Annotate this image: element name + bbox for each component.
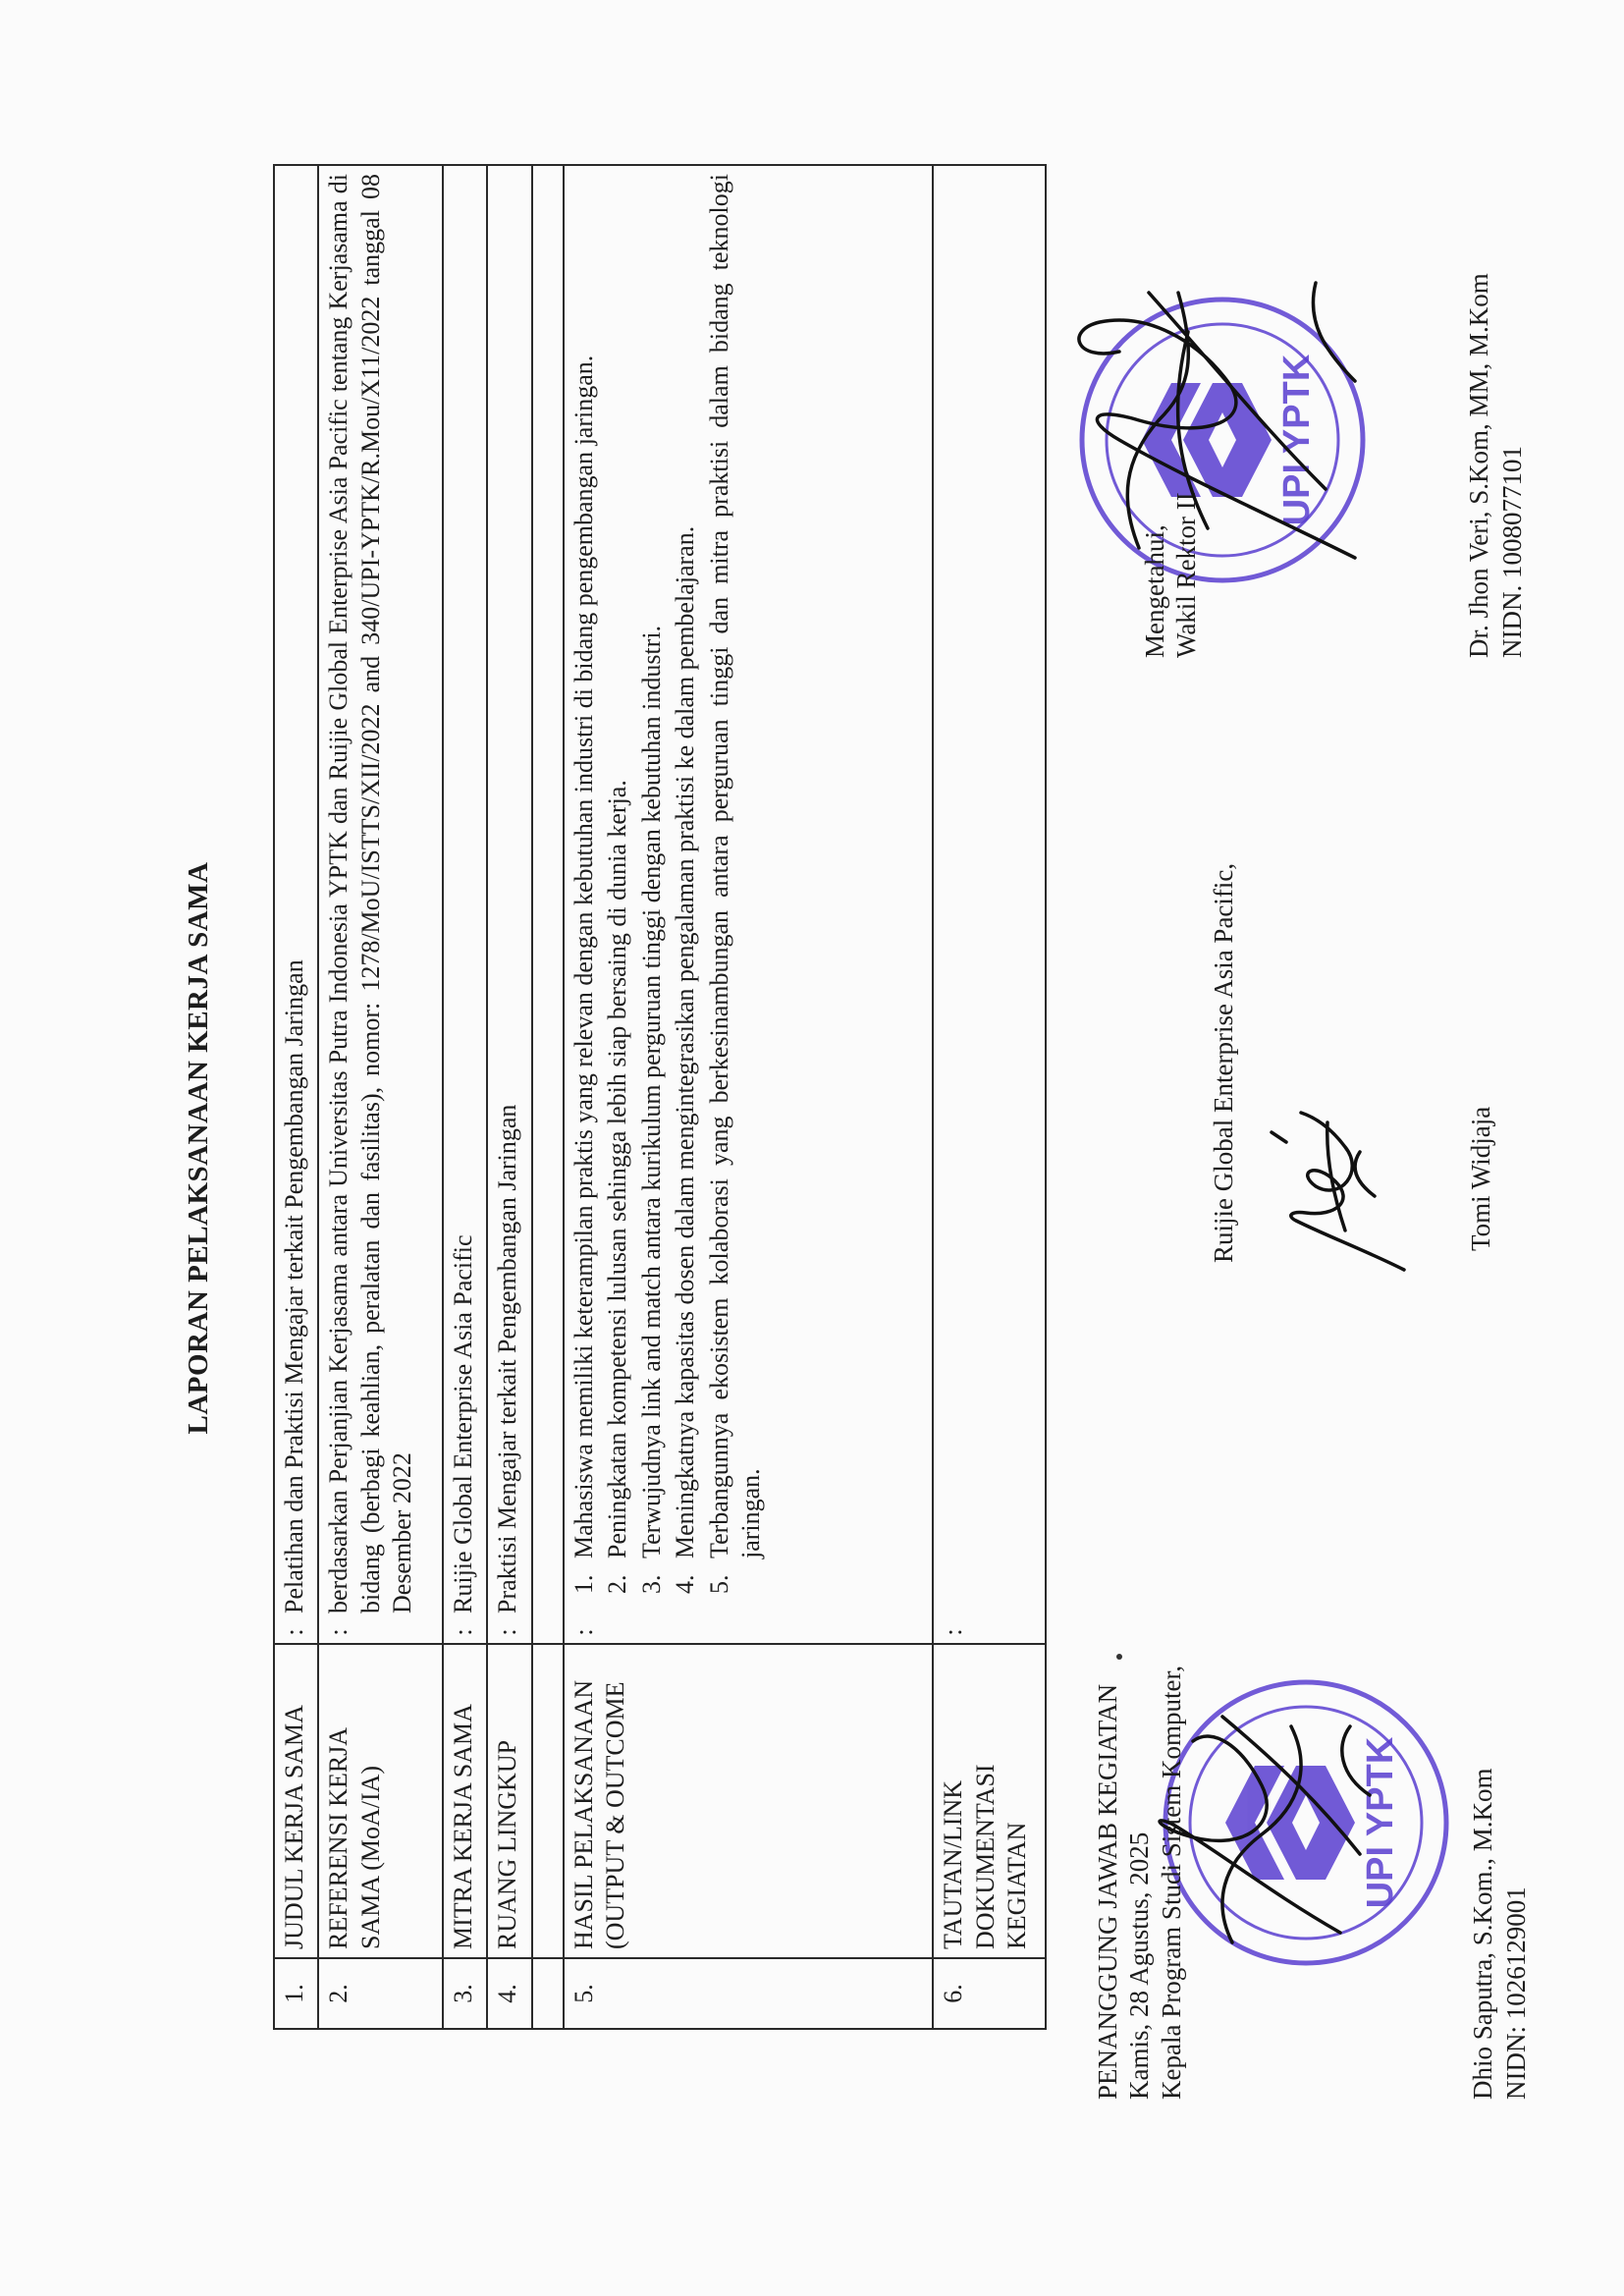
row-value [933,165,1046,1621]
row-label: JUDUL KERJA SAMA [274,1644,318,1958]
handwritten-signature-left [1114,1677,1409,1972]
signer-nidn: NIDN. 1008077101 [1497,446,1527,658]
row-label: TAUTAN/LINK DOKUMENTASI KEGIATAN [933,1644,1046,1958]
row-number: 1. [274,1958,318,2029]
row-value: Ruijie Global Enterprise Asia Pacific [443,165,487,1621]
row-number: 6. [933,1958,1046,2029]
signer-position: Kepala Program Studi Sistem Komputer, [1156,1665,1186,2100]
table-row-spacer [532,165,564,2029]
ack-label: Mengetahui, [1140,524,1169,658]
row-number: 5. [564,1958,933,2029]
row-separator: : [564,1621,933,1644]
row-label: RUANG LINGKUP [487,1644,531,1958]
table-row [443,165,487,2029]
handwritten-signature-right [1031,263,1384,587]
scan-dot [1116,1654,1122,1660]
table-row [933,165,1046,2029]
page-title: LAPORAN PELAKSANAAN KERJA SAMA [183,861,214,1435]
outcome-list [568,174,768,1613]
svg-text:UPI YPTK: UPI YPTK [1276,354,1318,526]
list-item: 4. Meningkatnya kapasitas dosen dalam mengintegrasikan pengalaman praktisi ke dalam pembelajaran. [670,174,702,1568]
row-label: HASIL PELAKSANAAN (OUTPUT & OUTCOME [564,1644,933,1958]
row-separator: : [487,1621,531,1644]
row-value: Praktisi Mengajar terkait Pengembangan Jaringan [487,165,531,1621]
row-separator: : [443,1621,487,1644]
row-number: 3. [443,1958,487,2029]
report-table [273,164,1047,2030]
handwritten-signature-middle [1257,1093,1424,1289]
svg-text:UPI YPTK: UPI YPTK [1360,1736,1401,1909]
signature-block-partner [1208,862,1495,1263]
row-separator: : [274,1621,318,1644]
signer-name: Dr. Jhon Veri, S.Kom, MM, M.Kom [1464,273,1493,658]
list-item: 3. Terwujudnya link and match antara kurikulum perguruan tinggi dengan kebutuhan industri. [636,174,669,1568]
row-number: 4. [487,1958,531,2029]
list-item: 2. Peningkatan kompetensi lulusan sehingga lebih siap bersaing di dunia kerja. [602,174,634,1568]
table-row [487,165,531,2029]
signer-name: Tomi Widjaja [1466,1106,1495,1251]
row-separator: : [933,1621,1046,1644]
partner-org: Ruijie Global Enterprise Asia Pacific, [1209,862,1238,1263]
table-row [318,165,442,2029]
list-item: 5. Terbangunnya ekosistem kolaborasi yang berkesinambungan antara perguruan tinggi dan mitra praktisi dalam bidang teknologi jaringan. [704,174,768,1568]
signer-role: PENANGGUNG JAWAB KEGIATAN [1093,1683,1122,2100]
row-value: Pelatihan dan Praktisi Mengajar terkait Pengembangan Jaringan [274,165,318,1621]
row-value [564,165,933,1621]
row-label: MITRA KERJA SAMA [443,1644,487,1958]
table-row [564,165,933,2029]
row-number: 2. [318,1958,442,2029]
signer-nidn: NIDN: 1026129001 [1501,1886,1531,2100]
sign-date: Kamis, 28 Agustus, 2025 [1124,1831,1155,2100]
signer-position: Wakil Rektor II [1171,492,1202,658]
table-row [274,165,318,2029]
row-separator: : [318,1621,442,1644]
row-value: berdasarkan Perjanjian Kerjasama antara Universitas Putra Indonesia YPTK dan Ruijie Global Enterprise Asia Pacific tentang Kerjasama di bidang (berbagi keahlian, peralatan dan fasilitas), nomor: 1278/MoU/ISTTS/XII/2022 and 340/UPI-YPTK/R.Mou/X11/2022 tanggal 08 Desember 2022 [318,165,442,1621]
list-item: 1. Mahasiswa memiliki keterampilan praktis yang relevan dengan kebutuhan industri di bidang pengembangan jaringan. [568,174,601,1568]
signer-name: Dhio Saputra, S.Kom., M.Kom [1468,1768,1497,2100]
row-label: REFERENSI KERJA SAMA (MoA/IA) [318,1644,442,1958]
